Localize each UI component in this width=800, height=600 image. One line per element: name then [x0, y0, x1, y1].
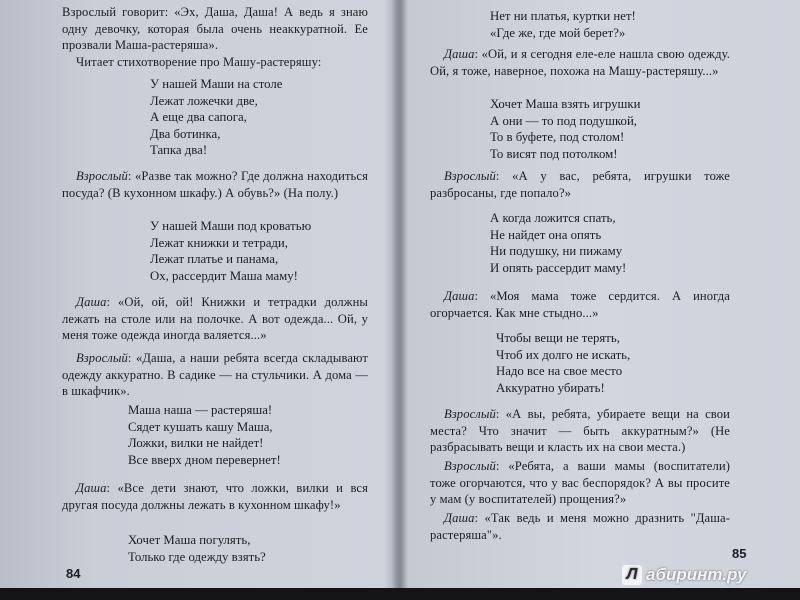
verse-line: Все вверх дном перевернет!: [128, 452, 281, 467]
verse-line: Лежат книжки и тетради,: [150, 235, 288, 250]
speaker-label: Даша: [444, 511, 475, 525]
left-page: [0, 0, 398, 588]
right-paragraph-5: [430, 458, 730, 508]
verse-line: Только где одежду взять?: [128, 549, 266, 564]
speaker-label: Взрослый: [444, 459, 496, 473]
speaker-label: Взрослый: [76, 351, 128, 365]
verse-line: Надо все на свое место: [496, 364, 623, 379]
page-number-right: 85: [732, 546, 747, 561]
verse-line: Чтоб их долго не искать,: [496, 347, 631, 362]
verse-line: И опять рассердит маму!: [490, 260, 627, 275]
right-paragraph-4: [430, 406, 730, 456]
paragraph-text: : «Так ведь и меня можно дразнить "Даша-растеряша"».: [430, 511, 730, 542]
verse-line: Маша наша — растеряша!: [128, 403, 273, 417]
paragraph-text: : «Разве так можно? Где должна находиться посуда? (В кухонном шкафу.) А обувь?» (На полу.): [62, 169, 368, 200]
right-paragraph-2: [430, 168, 730, 201]
verse-stanza-6: [490, 96, 770, 162]
left-paragraph-4: [62, 294, 368, 344]
photo-background-strip: [0, 588, 800, 600]
paragraph-text: : «Все дети знают, что ложки, вилки и вся другая посуда должны лежать в кухонном шкафу!»: [62, 481, 368, 512]
watermark-text: абиринт.ру: [646, 565, 747, 584]
page-number-left: 84: [66, 566, 81, 581]
paragraph-text: : «Ой, ой, ой! Книжки и тетрадки должны лежать на столе или на полочке. А вот одежда... Ой, у меня тоже одежда иногда валяется...»: [62, 295, 368, 343]
right-paragraph-3: [430, 288, 730, 321]
verse-line: Ни подушку, ни пижаму: [490, 244, 623, 259]
verse-line: Ох, рассердит Маша маму!: [150, 268, 298, 283]
left-paragraph-3: [62, 168, 368, 201]
left-paragraph-6: [62, 480, 368, 513]
right-paragraph-1: [430, 46, 730, 79]
verse-stanza-3: [128, 402, 368, 468]
verse-line: А когда ложится спать,: [490, 211, 616, 225]
verse-line: Два ботинка,: [150, 126, 221, 141]
verse-line: Ложки, вилки не найдет!: [128, 436, 264, 451]
verse-line: У нашей Маши под кроватью: [150, 219, 312, 233]
left-paragraph-1: Взрослый говорит: «Эх, Даша, Даша! А ведь я знаю одну девочку, которая была очень неаккуратной. Ее прозвали Маша-растеряша».: [62, 5, 368, 53]
speaker-label: Даша: [76, 295, 107, 309]
verse-line: Лежат платье и панама,: [150, 252, 279, 267]
speaker-label: Даша: [444, 289, 475, 303]
paragraph-text: : «А вы, ребята, убираете вещи на свои места? Что значит — быть аккуратным?» (Не разбрасывать вещи и класть их на свои места.): [430, 407, 730, 455]
speaker-label: Взрослый: [444, 169, 496, 183]
labirint-logo-icon: Л: [622, 565, 642, 585]
right-paragraph-6: [430, 510, 730, 543]
speaker-label: Взрослый: [76, 169, 128, 183]
verse-line: Аккуратно убирать!: [496, 380, 605, 395]
verse-stanza-2: [150, 218, 380, 284]
labirint-watermark: [622, 562, 746, 588]
right-page: [406, 0, 800, 588]
verse-line: Лежат ложечки две,: [150, 93, 258, 108]
left-paragraph-2: Читает стихотворение про Машу-растеряшу:: [76, 55, 322, 69]
paragraph-text: : «Даша, а наши ребята всегда складывают одежду аккуратно. В садике — на стульчики. А дома — в шкафчик».: [62, 351, 368, 399]
paragraph-text: : «Моя мама тоже сердится. А иногда огорчается. Как мне стыдно...»: [430, 289, 730, 320]
verse-line: А они — то под подушкой,: [490, 113, 637, 128]
verse-line: То висят под потолком!: [490, 146, 618, 161]
verse-line: «Где же, где мой берет?»: [490, 25, 626, 40]
verse-line: Тапка два!: [150, 143, 208, 158]
paragraph-text: : «Ребята, а ваши мамы (воспитатели) тоже огорчаются, что у вас беспорядок? А вы просите у мам (у воспитателей) прощения?»: [430, 459, 730, 507]
speaker-label: Даша: [76, 481, 107, 495]
verse-stanza-4: [128, 532, 368, 565]
verse-line: Чтобы вещи не терять,: [496, 331, 620, 345]
verse-stanza-7: [490, 210, 770, 276]
verse-line: Хочет Маша погулять,: [128, 533, 251, 547]
paragraph-text: : «А у вас, ребята, игрушки тоже разбросаны, где попало?»: [430, 169, 730, 200]
verse-line: У нашей Маши на столе: [150, 77, 283, 91]
verse-line: А еще два сапога,: [150, 110, 247, 125]
verse-line: Сядет кушать кашу Маша,: [128, 419, 273, 434]
verse-line: То в буфете, под столом!: [490, 130, 625, 145]
verse-line: Не найдет она опять: [490, 227, 602, 242]
verse-line: Нет ни платья, куртки нет!: [490, 9, 636, 23]
speaker-label: Взрослый: [444, 407, 496, 421]
paragraph-text: : «Ой, и я сегодня еле-еле нашла свою одежду. Ой, я тоже, наверное, похожа на Машу-растеряшу...»: [430, 47, 730, 78]
verse-stanza-1: [150, 76, 380, 159]
verse-stanza-8: [496, 330, 776, 396]
speaker-label: Даша: [444, 47, 475, 61]
verse-stanza-5: [490, 8, 770, 41]
verse-line: Хочет Маша взять игрушки: [490, 97, 641, 111]
left-paragraph-5: [62, 350, 368, 400]
